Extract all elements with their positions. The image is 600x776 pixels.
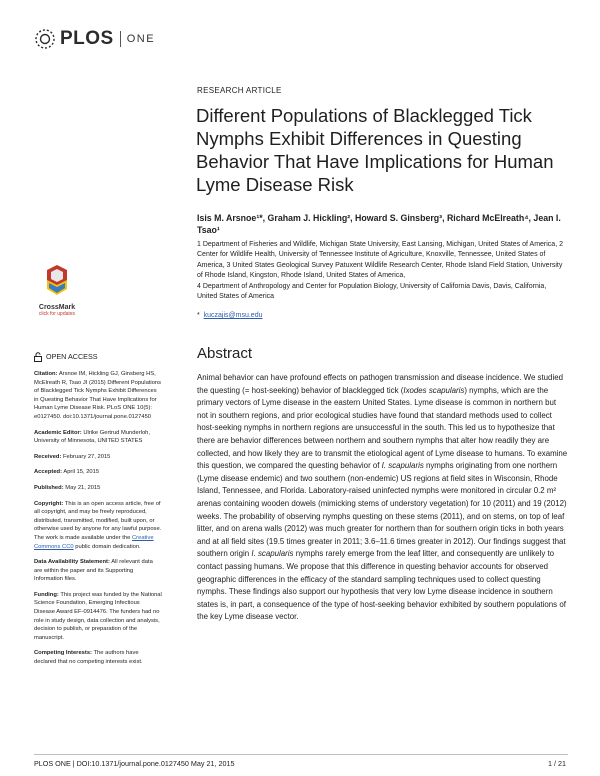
logo-sub: ONE xyxy=(126,33,156,45)
citation-text: Arsnoe IM, Hickling GJ, Ginsberg HS, McElreath R, Tsao JI (2015) Different Populations of Blacklegged Tick Nymphs Exhibit Differences in Questing Behavior That Have Implications for Human Lyme Disease Risk. PLoS ONE 10(5): e0127450. doi:10.1371/journal.pone.0127450 xyxy=(34,371,162,420)
published-date: May 21, 2015 xyxy=(65,484,101,491)
received-label: Received: xyxy=(34,453,62,460)
copyright-text: This is an open access article, free of all copyright, and may be freely reproduced, distributed, transmitted, modified, built upon, or otherwise used by anyone for any lawful purpose. The work is made available under the xyxy=(34,500,162,541)
crossmark-badge[interactable] xyxy=(37,263,77,317)
journal-logo[interactable] xyxy=(34,27,155,51)
abstract-text: Animal behavior can have profound effects on pathogen transmission and disease incidence. We studied the questing (= host-seeking) behavior of blacklegged tick ( xyxy=(197,373,563,395)
editor-block xyxy=(34,429,162,446)
crossmark-sub: click for updates xyxy=(38,311,76,317)
data-availability-block xyxy=(34,558,162,584)
copyright-tail: public domain dedication. xyxy=(75,543,141,550)
abstract-text: nymphs rarely emerge from the leaf litter, and consequently are unlikely to contact passing humans. We propose that this difference in questing behavior accounts for observed geographic differences in the efficacy of the standard sampling techniques used to collect questing nymphs. These findings also support our hypothesis that very low Lyme disease incidence in southern states is, in part, a consequence of the type of host-seeking behavior exhibited by southern populations of the key Lyme disease vector. xyxy=(197,549,566,622)
data-availability-text: All relevant data are within the paper and its Supporting Information files. xyxy=(34,559,153,583)
cc0-link[interactable]: Creative Commons CC0 xyxy=(34,534,154,550)
funding-block xyxy=(34,591,162,643)
copyright-label: Copyright: xyxy=(34,500,64,507)
crossmark-label: CrossMark xyxy=(38,304,76,311)
affiliations xyxy=(197,240,567,302)
species-name: I. scapularis xyxy=(381,461,424,471)
article-info-sidebar xyxy=(34,352,162,674)
open-access-badge xyxy=(34,352,162,362)
plos-dots-icon xyxy=(34,28,56,50)
competing-interests-text: The authors have declared that no competing interests exist. xyxy=(34,650,143,666)
competing-interests-label: Competing Interests: xyxy=(34,650,92,657)
species-name: I. scapularis xyxy=(251,549,294,559)
footer-divider xyxy=(34,754,568,755)
open-lock-icon xyxy=(34,352,42,362)
copyright-block xyxy=(34,500,162,552)
accepted-label: Accepted: xyxy=(34,469,63,476)
citation-block xyxy=(34,370,162,422)
logo-divider xyxy=(120,31,121,47)
editor-text: Ulrike Gertrud Munderloh, University of Minnesota, UNITED STATES xyxy=(34,429,151,445)
funding-text: This project was funded by the National Science Foundation, Emerging Infectious Disease Award EF-0914476. The funders had no role in study design, data collection and analysis, decision to publish, or preparation of the manuscript. xyxy=(34,591,162,641)
funding-label: Funding: xyxy=(34,591,59,598)
abstract-text: ) nymphs, which are the primary vectors of Lyme disease in the eastern United States. Lyme disease is common in northern but not in southern regions, and prior ecological studies have found that standard methods used to collect host-seeking nymphs in northern regions are unsuccessful in the south. This led us to hypothesize that there are behavior differences between northern and southern nymphs that alter how readily they are collected, and how likely they are to transmit the etiological agent of Lyme disease to humans. To examine this question, we compared the questing behavior of xyxy=(197,385,568,471)
citation-label: Citation: xyxy=(34,371,58,377)
corresponding-email-link[interactable]: kuczajis@msu.edu xyxy=(203,312,263,319)
affiliation-line: 1 Department of Fisheries and Wildlife, Michigan State University, East Lansing, Michigan, United States of America, 2 Center for Wildlife Health, University of Tennessee Institute of Agriculture, Knoxville, Tennessee, United States of America, 3 United States Geological Survey Patuxent Wildlife Research Center, Rhode Island Field Station, University of Rhode Island, Kingston, Rhode Island, United States of America, xyxy=(197,241,563,280)
editor-label: Academic Editor: xyxy=(34,429,82,436)
received-date: February 27, 2015 xyxy=(63,453,111,460)
footer-citation: PLOS ONE | DOI:10.1371/journal.pone.0127450 May 21, 2015 xyxy=(34,759,235,768)
species-name: Ixodes scapularis xyxy=(403,385,465,395)
article-title: Different Populations of Blacklegged Tick Nymphs Exhibit Differences in Questing Behavior That Have Implications for Human Lyme Disease Risk xyxy=(196,105,554,195)
accepted-date: April 15, 2015 xyxy=(63,469,100,476)
corresponding-author xyxy=(197,312,262,319)
corresponding-mark: * xyxy=(197,312,200,319)
logo-word: PLOS xyxy=(60,28,114,49)
published-label: Published: xyxy=(34,484,64,491)
received-block xyxy=(34,453,162,462)
crossmark-icon xyxy=(43,263,71,297)
open-access-label: OPEN ACCESS xyxy=(46,351,98,361)
page-number: 1 / 21 xyxy=(548,759,566,768)
article-type: RESEARCH ARTICLE xyxy=(197,86,282,95)
abstract-body xyxy=(197,372,569,624)
abstract-text: nymphs originating from one northern (Lyme disease endemic) and two southern (non-endemic) US regions at field sites in Wisconsin, Rhode Island, Tennessee, and Florida. Laboratory-raised uninfected nymphs were monitored in circular 0.2 m² arenas containing wooden dowels (mimicking stems of understory vegetation) for 10 (2011) and 19 (2012) weeks. The probability of observing nymphs questing on these stems (2011), and on stems, on top of leaf litter, and on arena walls (2012) was much greater for northern than for southern origin ticks in both years and at all field sites (19.5 times greater in 2011; 3.6–11.6 times greater in 2012). Our findings suggest that southern origin xyxy=(197,461,567,559)
accepted-block xyxy=(34,468,162,477)
published-block xyxy=(34,484,162,493)
competing-interests-block xyxy=(34,649,162,666)
affiliation-line: 4 Department of Anthropology and Center for Population Biology, University of California Davis, Davis, California, United States of America xyxy=(197,282,547,301)
author-list: Isis M. Arsnoe¹*, Graham J. Hickling², Howard S. Ginsberg³, Richard McElreath⁴, Jean I. Tsao¹ xyxy=(197,213,561,235)
data-availability-label: Data Availability Statement: xyxy=(34,559,110,566)
abstract-heading: Abstract xyxy=(197,345,253,362)
